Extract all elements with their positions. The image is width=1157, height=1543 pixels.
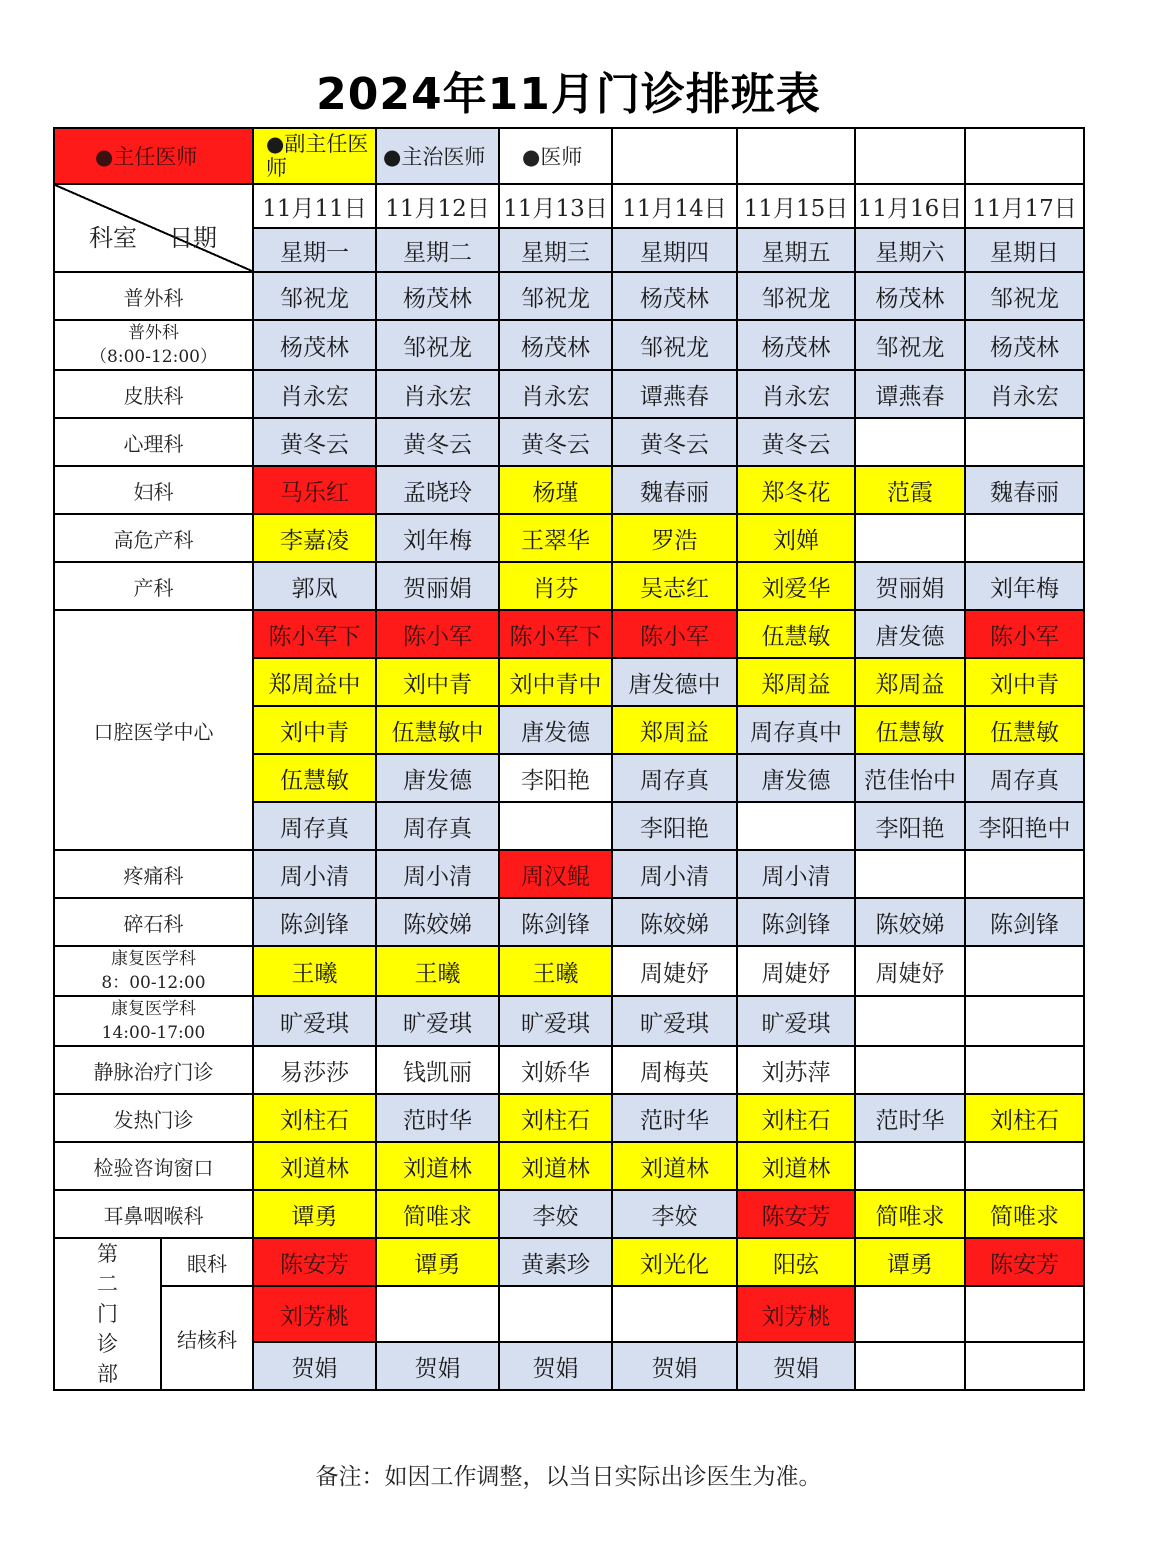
weekday-cell: 星期日 (965, 228, 1084, 272)
dept-cell (54, 996, 253, 1046)
doctor-cell: 周存真 (965, 754, 1084, 802)
doctor-cell: 周存真 (612, 754, 737, 802)
empty-cell (965, 1286, 1084, 1342)
empty-cell (965, 418, 1084, 466)
doctor-cell: 贺娟 (376, 1342, 499, 1390)
dept-cell: 妇科 (54, 466, 253, 514)
doctor-cell: 杨茂林 (499, 320, 612, 370)
doctor-cell: 肖永宏 (253, 370, 376, 418)
doctor-cell: 唐发德 (376, 754, 499, 802)
doctor-cell: 周婕妤 (737, 946, 855, 996)
empty-cell (855, 1342, 965, 1390)
dept-cell: 高危产科 (54, 514, 253, 562)
dept-row (54, 320, 1084, 370)
doctor-cell: 陈小军 (965, 610, 1084, 658)
header-dept-label: 科室 (89, 224, 137, 252)
dept-cell: 口腔医学中心 (54, 610, 253, 850)
empty-cell (499, 1286, 612, 1342)
doctor-cell: 邹祝龙 (612, 320, 737, 370)
empty-cell (499, 802, 612, 850)
doctor-cell: 黄冬云 (737, 418, 855, 466)
doctor-cell: 黄素珍 (499, 1238, 612, 1286)
doctor-cell: 王曦 (376, 946, 499, 996)
second-dept-char: 部 (97, 1362, 118, 1386)
empty-cell (855, 128, 965, 184)
doctor-cell: 陈安芳 (965, 1238, 1084, 1286)
doctor-cell: 简唯求 (965, 1190, 1084, 1238)
doctor-cell: 魏春丽 (965, 466, 1084, 514)
dept-cell (54, 946, 253, 996)
weekday-cell: 星期四 (612, 228, 737, 272)
doctor-cell: 伍慧敏 (737, 610, 855, 658)
dept-hours: （8:00-12:00） (90, 347, 217, 367)
doctor-cell: 李阳艳 (499, 754, 612, 802)
footnote: 备注：如因工作调整，以当日实际出诊医生为准。 (315, 1464, 822, 1490)
dept-row (54, 946, 1084, 996)
dept-cell: 检验咨询窗口 (54, 1142, 253, 1190)
doctor-cell: 周梅英 (612, 1046, 737, 1094)
doctor-cell: 黄冬云 (612, 418, 737, 466)
empty-cell (855, 1142, 965, 1190)
doctor-cell: 孟晓玲 (376, 466, 499, 514)
doctor-cell: 贺娟 (737, 1342, 855, 1390)
doctor-cell: 刘柱石 (737, 1094, 855, 1142)
doctor-cell: 陈安芳 (253, 1238, 376, 1286)
doctor-cell: 杨瑾 (499, 466, 612, 514)
doctor-cell: 陈小军 (612, 610, 737, 658)
dept-cell: 产科 (54, 562, 253, 610)
legend-chief: ●主任医师 (54, 128, 253, 184)
doctor-cell: 周存真 (376, 802, 499, 850)
doctor-cell: 范时华 (376, 1094, 499, 1142)
doctor-cell: 肖永宏 (499, 370, 612, 418)
doctor-cell: 肖芬 (499, 562, 612, 610)
doctor-cell: 杨茂林 (253, 320, 376, 370)
doctor-cell: 陈剑锋 (965, 898, 1084, 946)
doctor-cell: 刘道林 (253, 1142, 376, 1190)
empty-cell (965, 996, 1084, 1046)
doctor-cell: 陈剑锋 (737, 898, 855, 946)
doctor-cell: 陈小军 (376, 610, 499, 658)
date-row (54, 184, 1084, 228)
doctor-cell: 刘中青中 (499, 658, 612, 706)
doctor-cell: 周存真中 (737, 706, 855, 754)
doctor-cell: 旷爱琪 (737, 996, 855, 1046)
dept-row (54, 272, 1084, 320)
doctor-cell: 周婕妤 (612, 946, 737, 996)
tb-row (54, 1286, 1084, 1342)
dept-row (54, 1142, 1084, 1190)
doctor-cell: 伍慧敏 (965, 706, 1084, 754)
doctor-cell: 郑冬花 (737, 466, 855, 514)
second-dept-char: 诊 (97, 1332, 118, 1356)
header-date-label: 日期 (169, 224, 217, 252)
dept-row (54, 850, 1084, 898)
dept-row (54, 898, 1084, 946)
doctor-cell: 郑周益 (737, 658, 855, 706)
doctor-cell: 刘爱华 (737, 562, 855, 610)
doctor-cell: 简唯求 (376, 1190, 499, 1238)
doctor-cell: 周小清 (737, 850, 855, 898)
weekday-cell: 星期一 (253, 228, 376, 272)
legend-physician: ●医师 (499, 128, 612, 184)
weekday-cell: 星期六 (855, 228, 965, 272)
date-cell: 11月16日 (855, 184, 965, 228)
doctor-cell: 刘道林 (376, 1142, 499, 1190)
empty-cell (855, 418, 965, 466)
doctor-cell: 吴志红 (612, 562, 737, 610)
doctor-cell: 陈剑锋 (499, 898, 612, 946)
second-dept-label (54, 1238, 161, 1390)
doctor-cell: 李阳艳 (612, 802, 737, 850)
dept-cell: 皮肤科 (54, 370, 253, 418)
doctor-cell: 邹祝龙 (376, 320, 499, 370)
empty-cell (965, 1142, 1084, 1190)
empty-cell (965, 850, 1084, 898)
doctor-cell: 陈姣娣 (855, 898, 965, 946)
dept-row (54, 370, 1084, 418)
doctor-cell: 马乐红 (253, 466, 376, 514)
weekday-cell: 星期五 (737, 228, 855, 272)
empty-cell (965, 514, 1084, 562)
doctor-cell: 周小清 (612, 850, 737, 898)
second-dept-char: 第 (97, 1242, 118, 1266)
doctor-cell: 范霞 (855, 466, 965, 514)
doctor-cell: 刘中青 (965, 658, 1084, 706)
dept-name: 康复医学科 (111, 949, 196, 969)
doctor-cell: 刘柱石 (965, 1094, 1084, 1142)
doctor-cell: 唐发德 (499, 706, 612, 754)
doctor-cell: 李阳艳中 (965, 802, 1084, 850)
dept-row (54, 562, 1084, 610)
empty-cell (965, 1046, 1084, 1094)
doctor-cell: 旷爱琪 (499, 996, 612, 1046)
doctor-cell: 钱凯丽 (376, 1046, 499, 1094)
dept-row (54, 514, 1084, 562)
legend-row (54, 128, 1084, 184)
dept-name: 普外科 (128, 323, 179, 343)
doctor-cell: 谭燕春 (612, 370, 737, 418)
weekday-cell: 星期三 (499, 228, 612, 272)
oral-row (54, 610, 1084, 658)
dept-cell (54, 320, 253, 370)
doctor-cell: 郑周益中 (253, 658, 376, 706)
doctor-cell: 旷爱琪 (253, 996, 376, 1046)
dept-cell: 碎石科 (54, 898, 253, 946)
doctor-cell: 旷爱琪 (612, 996, 737, 1046)
doctor-cell: 贺娟 (612, 1342, 737, 1390)
doctor-cell: 郑周益 (855, 658, 965, 706)
doctor-cell: 黄冬云 (499, 418, 612, 466)
doctor-cell: 伍慧敏 (855, 706, 965, 754)
doctor-cell: 周小清 (253, 850, 376, 898)
empty-cell (855, 850, 965, 898)
doctor-cell: 李姣 (499, 1190, 612, 1238)
doctor-cell: 杨茂林 (855, 272, 965, 320)
doctor-cell: 邹祝龙 (499, 272, 612, 320)
doctor-cell: 刘苏萍 (737, 1046, 855, 1094)
doctor-cell: 周存真 (253, 802, 376, 850)
doctor-cell: 贺丽娟 (855, 562, 965, 610)
doctor-cell: 刘光化 (612, 1238, 737, 1286)
doctor-cell: 刘柱石 (499, 1094, 612, 1142)
doctor-cell: 唐发德 (737, 754, 855, 802)
doctor-cell: 王曦 (499, 946, 612, 996)
empty-cell (855, 996, 965, 1046)
empty-cell (855, 1046, 965, 1094)
doctor-cell: 范时华 (855, 1094, 965, 1142)
doctor-cell: 阳弦 (737, 1238, 855, 1286)
doctor-cell: 陈小军下 (253, 610, 376, 658)
doctor-cell: 周汉鲲 (499, 850, 612, 898)
doctor-cell: 旷爱琪 (376, 996, 499, 1046)
dept-cell: 耳鼻咽喉科 (54, 1190, 253, 1238)
doctor-cell: 李嘉凌 (253, 514, 376, 562)
doctor-cell: 唐发德 (855, 610, 965, 658)
doctor-cell: 伍慧敏 (253, 754, 376, 802)
doctor-cell: 范佳怡中 (855, 754, 965, 802)
empty-cell (612, 128, 737, 184)
doctor-cell: 王曦 (253, 946, 376, 996)
empty-cell (737, 128, 855, 184)
dept-hours: 14:00-17:00 (101, 1023, 206, 1043)
doctor-cell: 刘年梅 (376, 514, 499, 562)
doctor-cell: 黄冬云 (376, 418, 499, 466)
dept-cell: 疼痛科 (54, 850, 253, 898)
doctor-cell: 伍慧敏中 (376, 706, 499, 754)
dept-row (54, 1046, 1084, 1094)
doctor-cell: 郭凤 (253, 562, 376, 610)
doctor-cell: 陈剑锋 (253, 898, 376, 946)
doctor-cell: 刘芳桃 (737, 1286, 855, 1342)
empty-cell (376, 1286, 499, 1342)
date-cell: 11月15日 (737, 184, 855, 228)
dept-row (54, 466, 1084, 514)
doctor-cell: 邹祝龙 (855, 320, 965, 370)
weekday-cell: 星期二 (376, 228, 499, 272)
legend-attending: ●主治医师 (376, 128, 499, 184)
dept-hours: 8：00-12:00 (101, 973, 206, 993)
doctor-cell: 邹祝龙 (737, 272, 855, 320)
doctor-cell: 魏春丽 (612, 466, 737, 514)
doctor-cell: 刘中青 (376, 658, 499, 706)
date-cell: 11月17日 (965, 184, 1084, 228)
page-title: 2024年11月门诊排班表 (316, 69, 821, 120)
doctor-cell: 谭燕春 (855, 370, 965, 418)
doctor-cell: 邹祝龙 (253, 272, 376, 320)
dept-row (54, 996, 1084, 1046)
doctor-cell: 杨茂林 (376, 272, 499, 320)
doctor-cell: 陈姣娣 (612, 898, 737, 946)
doctor-cell: 黄冬云 (253, 418, 376, 466)
header-corner (54, 184, 253, 272)
doctor-cell: 简唯求 (855, 1190, 965, 1238)
doctor-cell: 刘道林 (737, 1142, 855, 1190)
date-cell: 11月14日 (612, 184, 737, 228)
doctor-cell: 刘娇华 (499, 1046, 612, 1094)
doctor-cell: 陈安芳 (737, 1190, 855, 1238)
dept-cell: 静脉治疗门诊 (54, 1046, 253, 1094)
doctor-cell: 周小清 (376, 850, 499, 898)
date-cell: 11月12日 (376, 184, 499, 228)
empty-cell (737, 802, 855, 850)
doctor-cell: 贺娟 (499, 1342, 612, 1390)
schedule-table (53, 127, 1085, 1391)
doctor-cell: 谭勇 (253, 1190, 376, 1238)
doctor-cell: 陈小军下 (499, 610, 612, 658)
legend-associate: ●副主任医师 (253, 128, 376, 184)
dept-row (54, 1190, 1084, 1238)
doctor-cell: 王翠华 (499, 514, 612, 562)
doctor-cell: 肖永宏 (737, 370, 855, 418)
doctor-cell: 杨茂林 (612, 272, 737, 320)
empty-cell (855, 514, 965, 562)
doctor-cell: 周婕妤 (855, 946, 965, 996)
doctor-cell: 刘芳桃 (253, 1286, 376, 1342)
dept-row (54, 418, 1084, 466)
doctor-cell: 谭勇 (376, 1238, 499, 1286)
doctor-cell: 易莎莎 (253, 1046, 376, 1094)
dept-row (54, 1094, 1084, 1142)
dept-cell: 心理科 (54, 418, 253, 466)
dept-cell: 普外科 (54, 272, 253, 320)
empty-cell (965, 128, 1084, 184)
doctor-cell: 刘道林 (612, 1142, 737, 1190)
doctor-cell: 肖永宏 (376, 370, 499, 418)
eye-row (54, 1238, 1084, 1286)
doctor-cell: 唐发德中 (612, 658, 737, 706)
empty-cell (612, 1286, 737, 1342)
doctor-cell: 杨茂林 (965, 320, 1084, 370)
doctor-cell: 罗浩 (612, 514, 737, 562)
empty-cell (855, 1286, 965, 1342)
doctor-cell: 刘柱石 (253, 1094, 376, 1142)
dept-name: 康复医学科 (111, 999, 196, 1019)
doctor-cell: 郑周益 (612, 706, 737, 754)
doctor-cell: 谭勇 (855, 1238, 965, 1286)
dept-cell: 眼科 (161, 1238, 253, 1286)
second-dept-char: 门 (97, 1302, 118, 1326)
doctor-cell: 范时华 (612, 1094, 737, 1142)
dept-cell: 结核科 (161, 1286, 253, 1390)
doctor-cell: 陈姣娣 (376, 898, 499, 946)
doctor-cell: 贺丽娟 (376, 562, 499, 610)
dept-cell: 发热门诊 (54, 1094, 253, 1142)
date-cell: 11月11日 (253, 184, 376, 228)
doctor-cell: 李阳艳 (855, 802, 965, 850)
empty-cell (965, 1342, 1084, 1390)
doctor-cell: 李姣 (612, 1190, 737, 1238)
doctor-cell: 刘年梅 (965, 562, 1084, 610)
doctor-cell: 杨茂林 (737, 320, 855, 370)
date-cell: 11月13日 (499, 184, 612, 228)
empty-cell (965, 946, 1084, 996)
doctor-cell: 邹祝龙 (965, 272, 1084, 320)
doctor-cell: 肖永宏 (965, 370, 1084, 418)
doctor-cell: 刘婵 (737, 514, 855, 562)
doctor-cell: 刘中青 (253, 706, 376, 754)
second-dept-char: 二 (97, 1272, 118, 1296)
doctor-cell: 贺娟 (253, 1342, 376, 1390)
doctor-cell: 刘道林 (499, 1142, 612, 1190)
